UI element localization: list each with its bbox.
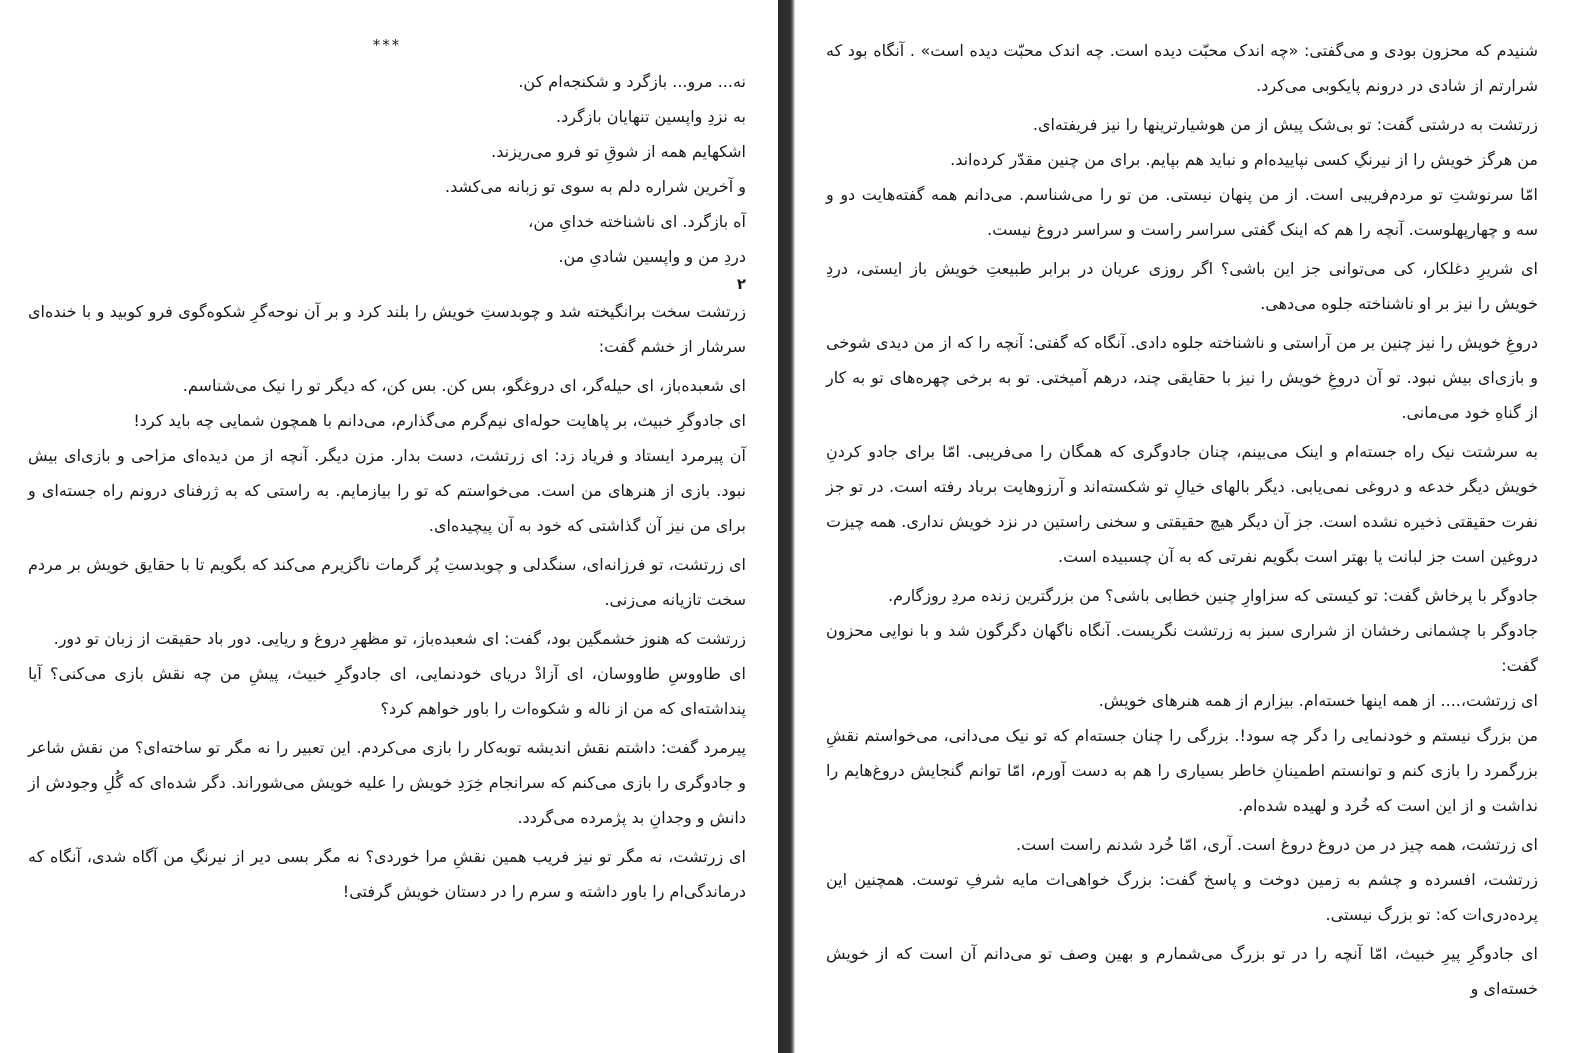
paragraph: ای زرتشت، همه چیز در من دروغ دروغ است. آری، امّا خُرد شدنم راست است. [1016,835,1538,854]
paragraph: ای طاووسِ طاووسان، ای آزادْ دریای خودنمایی، ای جادوگرِ خبیث، پیشِ من چه نقش بازی می‌کنی؟ آیا پنداشته‌ای که من از ناله و شکوه‌ات را باور خواهم کرد؟ [28,664,746,718]
paragraph: ای جادوگرِ پیرِ خبیث، امّا آنچه را در تو بزرگ می‌شمارم و بهین وصف تو می‌دانم آن است که از خویش خسته‌ای و [826,944,1538,998]
paragraph: زرتشت که هنوز خشمگین بود، گفت: ای شعبده‌باز، تو مظهرِ دروغ و ریایی. دور باد حقیقت از زبان تو دور. [53,629,746,648]
paragraph: زرتشت، افسرده و چشم به زمین دوخت و پاسخ گفت: بزرگ خواهی‌ات مایه شرفِ توست. همچنین این پرده‌دری‌ات که: تو بزرگ نیستی. [826,870,1538,924]
poem-line: آه بازگرد. ای ناشناخته خدایِ من، [528,212,746,231]
paragraph: جادوگر با چشمانی رخشان از شراری سبز به زرتشت نگریست. آنگاه ناگهان دگرگون شد و با نوایی محزون گفت: [826,621,1538,675]
paragraph: ای جادوگرِ خبیث، بر پاهایت حوله‌ای نیم‌گرم می‌گذارم، می‌دانم با همچون شمایی چه باید کرد! [133,411,746,430]
paragraph: به سرشتت نیک راه جسته‌ام و اینک می‌بینم، چنان جادوگری که همگان را می‌فریبی. امّا برای جادو کردنِ خویش دیگر خدعه و دروغی نمی‌یابی. دیگر بالهای خیالِ تو شکسته‌اند و آرزوهایت برباد رفته است. در تو جز نفرت حقیقتی ذخیره نشده است. جز آن دیگر هیچ حقیقتی و سخنی راستین در نزد خویش نداری. همه چیزت دروغین است جز لبانت یا بهتر است بگویم نفرتی که به آن چسبیده است. [826,442,1538,566]
right-page-text [826,33,1538,1010]
paragraph: زرتشت سخت برانگیخته شد و چوبدستِ خویش را بلند کرد و بر آن نوحه‌گرِ شکوه‌گوی فرو کوبید و با خنده‌ای سرشار از خشم گفت: [28,302,746,356]
paragraph: ای شریرِ دغلکار، کی می‌توانی جز این باشی؟ اگر روزی عریان در برابر طبیعتِ خویش باز ایستی، دردِ خویش را نیز بر او ناشناخته جلوه می‌دهی. [826,259,1538,313]
paragraph: ای زرتشت، نه مگر تو نیز فریب همین نقشِ مرا خوردی؟ نه مگر بسی دیر از نیرنگِ من آگاه شدی، آنگاه که درماندگی‌ام را باور داشته و سرم را در دستان خویش گرفتی! [28,847,746,901]
section-number: ۲ [736,275,746,293]
left-page-text [28,30,746,913]
book-spine-gutter [778,0,795,1053]
poem-line: به نزدِ واپسین تنهایان بازگرد. [555,107,746,126]
paragraph: زرتشت به درشتی گفت: تو بی‌شک پیش از من هوشیارترینها را نیز فریفته‌ای. [1032,115,1538,134]
paragraph: ای زرتشت،.... از همه اینها خسته‌ام. بیزارم از همه هنرهای خویش. [1098,691,1538,710]
poem-line: نه... مرو... بازگرد و شکنجه‌ام کن. [518,72,746,91]
left-book-page [0,0,778,1053]
poem-line: دردِ من و واپسین شادیِ من. [558,247,746,266]
paragraph: پیرمرد گفت: داشتم نقش اندیشه توبه‌کار را بازی می‌کردم. این تعبیر را نه مگر تو ساخته‌ای؟ من نقش شاعر و جادوگری را بازی می‌کنم که سرانجام خِرَدِ خویش را علیه خویش می‌شوراند. دگر شده‌ای که گُلِ وجودش از دانش و وجدانِ بد پژمرده می‌گردد. [28,738,746,827]
paragraph: شنیدم که محزون بودی و می‌گفتی: «چه اندک محبّت دیده است. چه اندک محبّت دیده است» . آنگاه بود که شرارتم از شادی در درونم پایکوبی می‌کرد. [826,41,1538,95]
paragraph: من هرگز خویش را از نیرنگِ کسی نپاییده‌ام و نباید هم بپایم. برای من چنین مقدّر کرده‌اند. [950,150,1538,169]
section-separator: *** [372,36,402,54]
paragraph: دروغِ خویش را نیز چنین بر من آراستی و ناشناخته جلوه دادی. آنگاه که گفتی: آنچه را که از من دیدی شوخی و بازی‌ای بیش نبود. تو آن دروغِ خویش را نیز با حقایقی چند، درهم آمیختی. تو به برخی چهره‌های تو به کار از گناهِ خود می‌مانی. [826,333,1538,422]
paragraph: امّا سرنوشتِ تو مردم‌فریبی است. از من پنهان نیستی. من تو را می‌شناسم. می‌دانم همه گفته‌هایت دو و سه و چهارپهلوست. آنچه را هم که اینک گفتی سراسر راست و سراسر دروغ نیست. [826,185,1538,239]
paragraph: من بزرگ نیستم و خودنمایی را دگر چه سود!. بزرگی را چنان جسته‌ام که تو نیک می‌دانی، می‌خواستم نقشِ بزرگمرد را بازی کنم و توانستم اطمینانِ خاطر بسیاری را هم به دست آورم، امّا توانم گنجایش دروغ‌هایم را نداشت و از این است که خُرد و لهیده شده‌ام. [826,726,1538,815]
paragraph: ای زرتشت، تو فرزانه‌ای، سنگدلی و چوبدستِ پُر گرمات ناگزیرم می‌کند که بگویم تا با حقایق خویش بر مردم سخت تازیانه می‌زنی. [28,555,746,609]
paragraph: ای شعبده‌باز، ای حیله‌گر، ای دروغگو، بس کن. بس کن، که دیگر تو را نیک می‌شناسم. [182,376,746,395]
paragraph: جادوگر با پرخاش گفت: تو کیستی که سزاوارِ چنین خطابی باشی؟ من بزرگترین زنده مردِ روزگارم. [888,586,1538,605]
right-book-page [795,0,1570,1053]
paragraph: آن پیرمرد ایستاد و فریاد زد: ای زرتشت، دست بدار. مزن دیگر. آنچه از من دیده‌ای مزاحی و بازی‌ای بیش نبود. بازی از هنرهای من است. می‌خواستم که تو را بیازمایم. به راستی که به ژرفنای درونم راه جسته‌ای و برای من نیز آن گذاشتی که خود به آن پیچیده‌ای. [28,446,746,535]
poem-line: و آخرین شراره دلم به سوی تو زبانه می‌کشد. [445,177,746,196]
poem-line: اشکهایم همه از شوقِ تو فرو می‌ریزند. [491,142,746,161]
